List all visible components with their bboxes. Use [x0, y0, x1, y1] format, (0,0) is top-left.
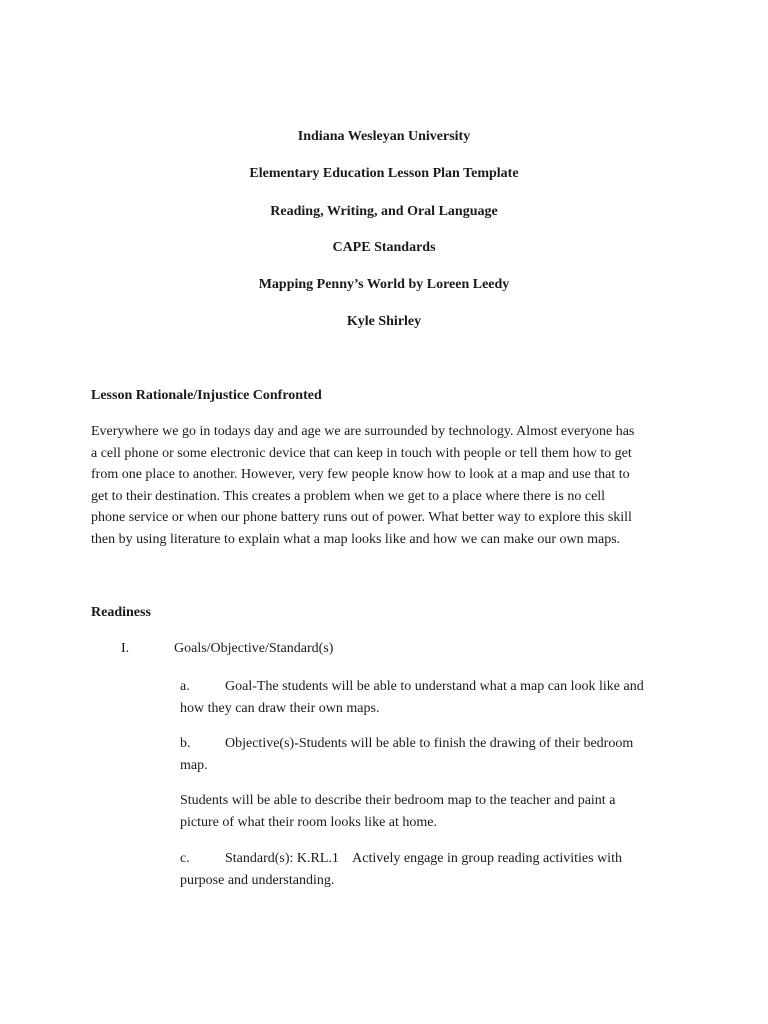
readiness-heading: Readiness — [91, 605, 151, 620]
rationale-line: from one place to another. However, very few people know how to look at a map and use that to — [91, 467, 630, 482]
rationale-line: Everywhere we go in todays day and age we are surrounded by technology. Almost everyone has — [91, 424, 635, 439]
standard-text-continued: purpose and understanding. — [180, 872, 335, 888]
goal-text-continued: how they can draw their own maps. — [180, 700, 380, 716]
objective-extra — [180, 790, 680, 833]
rationale-line: a cell phone or some electronic device that can keep in touch with people or tell them how to get — [91, 445, 632, 461]
rationale-line: phone service or when our phone battery runs out of power. What better way to explore this skill — [91, 510, 632, 525]
objective-extra-text: Students will be able to describe their bedroom map to the teacher and paint a — [180, 793, 616, 808]
objective-text-continued: map. — [180, 757, 208, 773]
goal-item — [180, 676, 680, 719]
section-label: Goals/Objective/Standard(s) — [174, 641, 334, 656]
section-goals — [0, 638, 768, 660]
standard-item — [180, 848, 680, 891]
objective-marker: b. — [180, 736, 191, 751]
standards-title: CAPE Standards — [332, 240, 436, 255]
objective-text: Objective(s)-Students will be able to finish the drawing of their bedroom — [225, 736, 634, 751]
standard-marker: c. — [180, 851, 190, 866]
goal-text: Goal-The students will be able to understand what a map can look like and — [225, 679, 644, 694]
rationale-line: then by using literature to explain what a map looks like and how we can make our own maps. — [91, 531, 621, 547]
subject-title: Reading, Writing, and Oral Language — [270, 204, 498, 219]
rationale-heading: Lesson Rationale/Injustice Confronted — [91, 388, 322, 403]
university-title: Indiana Wesleyan University — [297, 129, 471, 144]
objective-item — [180, 733, 680, 776]
objective-extra-text-continued: picture of what their room looks like at home. — [180, 814, 437, 830]
rationale-paragraph — [91, 421, 691, 550]
book-title: Mapping Penny’s World by Loreen Leedy — [258, 277, 510, 292]
section-marker: I. — [121, 641, 130, 656]
author-name: Kyle Shirley — [346, 314, 422, 329]
template-title: Elementary Education Lesson Plan Template — [249, 166, 519, 181]
goal-marker: a. — [180, 679, 190, 694]
rationale-line: get to their destination. This creates a problem when we get to a place where there is no cell — [91, 488, 606, 504]
standard-text: Standard(s): K.RL.1 Actively engage in group reading activities with — [225, 851, 622, 866]
